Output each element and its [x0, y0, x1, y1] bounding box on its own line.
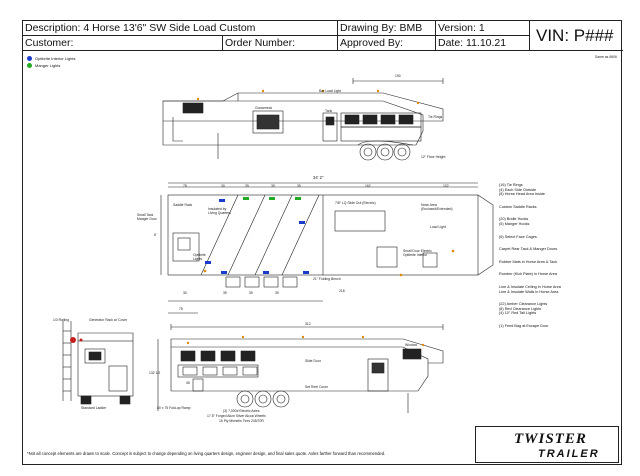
elev-label-window: Window — [405, 343, 418, 347]
plan-dim-left: 8' — [154, 233, 157, 237]
elev-label-axles: (3) 7,000# Electric Axles — [223, 409, 260, 413]
plan-label-stall: Insulated by Living Quarters — [208, 207, 231, 215]
rear-label-generator: Generator Rack w/ Cover — [89, 318, 128, 322]
plan-dim-top-5: 39 — [297, 184, 301, 188]
elev-dim-left: 45 — [186, 381, 190, 385]
elev-dim-length: 312 — [305, 322, 311, 326]
plan-label-optibrite: Optibrite Lights — [193, 253, 206, 261]
side-label-tie: Tie Rings — [428, 115, 443, 119]
side-label-spec: 12" Floor Height — [421, 155, 446, 159]
rear-label-ladder: Standard Ladder — [81, 406, 107, 410]
scale-note: Same as 6606 — [595, 55, 617, 59]
elevation-view — [158, 324, 443, 413]
note-item: Rumber (Kick Plate) in Horse Area — [499, 272, 558, 277]
plan-dim-bottom-2: 39 — [223, 291, 227, 295]
drawing-by-cell: Drawing By: BMB — [338, 21, 436, 36]
rear-view — [63, 321, 133, 404]
plan-label-slide: 7/8" LQ Slide Out (Electric) — [335, 201, 376, 205]
plan-dim-bottom-3: 39 — [249, 291, 253, 295]
footer-disclaimer: *Not all concept elements are drawn to scale. Concept is subject to change depending on living quarters design, engineer design, and final sales quote. Axles farther forward than recommended. — [27, 451, 386, 456]
side-view — [163, 78, 446, 160]
approved-by-cell: Approved By: — [338, 36, 436, 51]
note-item: (1) Feed Bag at Escape Door — [499, 323, 549, 328]
vin-cell: VIN: P### — [536, 26, 614, 45]
plan-dim-top-7: 102 — [443, 184, 449, 188]
note-item: (20) Bridle Hooks (5) Manger Hooks — [499, 217, 530, 226]
plan-label-manger: Small Tack Manger Door — [137, 213, 157, 221]
twister-logo — [475, 426, 619, 463]
plan-dim-top-3: 39 — [245, 184, 249, 188]
side-label-cooler: Gooseneck — [255, 106, 273, 110]
plan-dim-top-2: 30 — [221, 184, 225, 188]
note-item: (22) Amber Clearance Lights (8) Red Clearance Lights (4) 10" Red Tail Lights — [499, 302, 548, 316]
note-item: Line & Insulate Ceiling in Horse Area Line & Insulate Walls in Horse Area — [499, 284, 561, 294]
version-cell: Version: 1 — [436, 21, 530, 36]
plan-dim-bottom-1: 30 — [183, 291, 187, 295]
plan-label-small-door: Small Door Electric Optibrite Interior — [403, 249, 432, 257]
elev-label-slide: Slide Door — [305, 359, 321, 363]
note-item: (6) Select Face Cages — [499, 234, 537, 239]
plan-label-light: Load Light — [430, 225, 446, 229]
plan-dim-bottom-right: 218 — [339, 289, 345, 293]
logo-bottom-text: TRAILER — [538, 448, 600, 460]
description-cell: Description: 4 Horse 13'6" SW Side Load Custom — [23, 21, 338, 36]
logo-top-text: TWISTER — [514, 431, 587, 447]
date-cell: Date: 11.10.21 — [436, 36, 530, 51]
plan-label-nose: Nose Area (Enclosed/Extended) — [421, 203, 453, 211]
order-number-cell: Order Number: — [223, 36, 338, 51]
elev-label-ramp: 80 x 75 Fold-up Ramp — [157, 406, 191, 410]
rear-label-railing: 1/3 Railing — [53, 318, 70, 322]
elev-label-tires: 16 Ply Michelin Tires 245/70R — [219, 419, 264, 423]
legend-label: Manger Lights — [35, 63, 61, 68]
elev-dim-height: 132 1/2 — [149, 371, 161, 375]
customer-cell: Customer: — [23, 36, 223, 51]
side-dim-top: 190 — [395, 74, 401, 78]
plan-dim-bottom-left: 75 — [179, 307, 183, 311]
plan-dim-top-6: 162 — [365, 184, 371, 188]
note-item: Carpet Rear Tack & Manger Doors — [499, 247, 558, 252]
plan-dim-top-1: 78 — [183, 184, 187, 188]
notes-list — [499, 183, 619, 337]
plan-dim-overall: 34' 2" — [313, 175, 324, 180]
note-item: Custom Saddle Racks — [499, 204, 537, 209]
plan-label-flooring: 21" Folding Bench — [313, 277, 341, 281]
legend-label: Optibrite Interior Lights — [35, 56, 76, 61]
note-item: (16) Tie Rings (4) Each Side Outside (8) Horse Head Area Inside — [499, 183, 546, 197]
plan-dim-bottom-4: 39 — [275, 291, 279, 295]
plan-dim-top-4: 39 — [271, 184, 275, 188]
note-item: Rubber Mats in Horse Area & Tack — [499, 259, 558, 264]
drawing-sheet — [22, 20, 622, 465]
elev-label-flooring: Set Reel Cover — [305, 385, 328, 389]
side-label-bar: Bar Load Light — [319, 89, 342, 93]
side-label-tank: Tank — [325, 109, 333, 113]
elev-label-wheels: 17.5" Forged Alum Silver Alcoa Wheels — [207, 414, 266, 418]
plan-label-saddle: Saddle Rack — [173, 203, 193, 207]
